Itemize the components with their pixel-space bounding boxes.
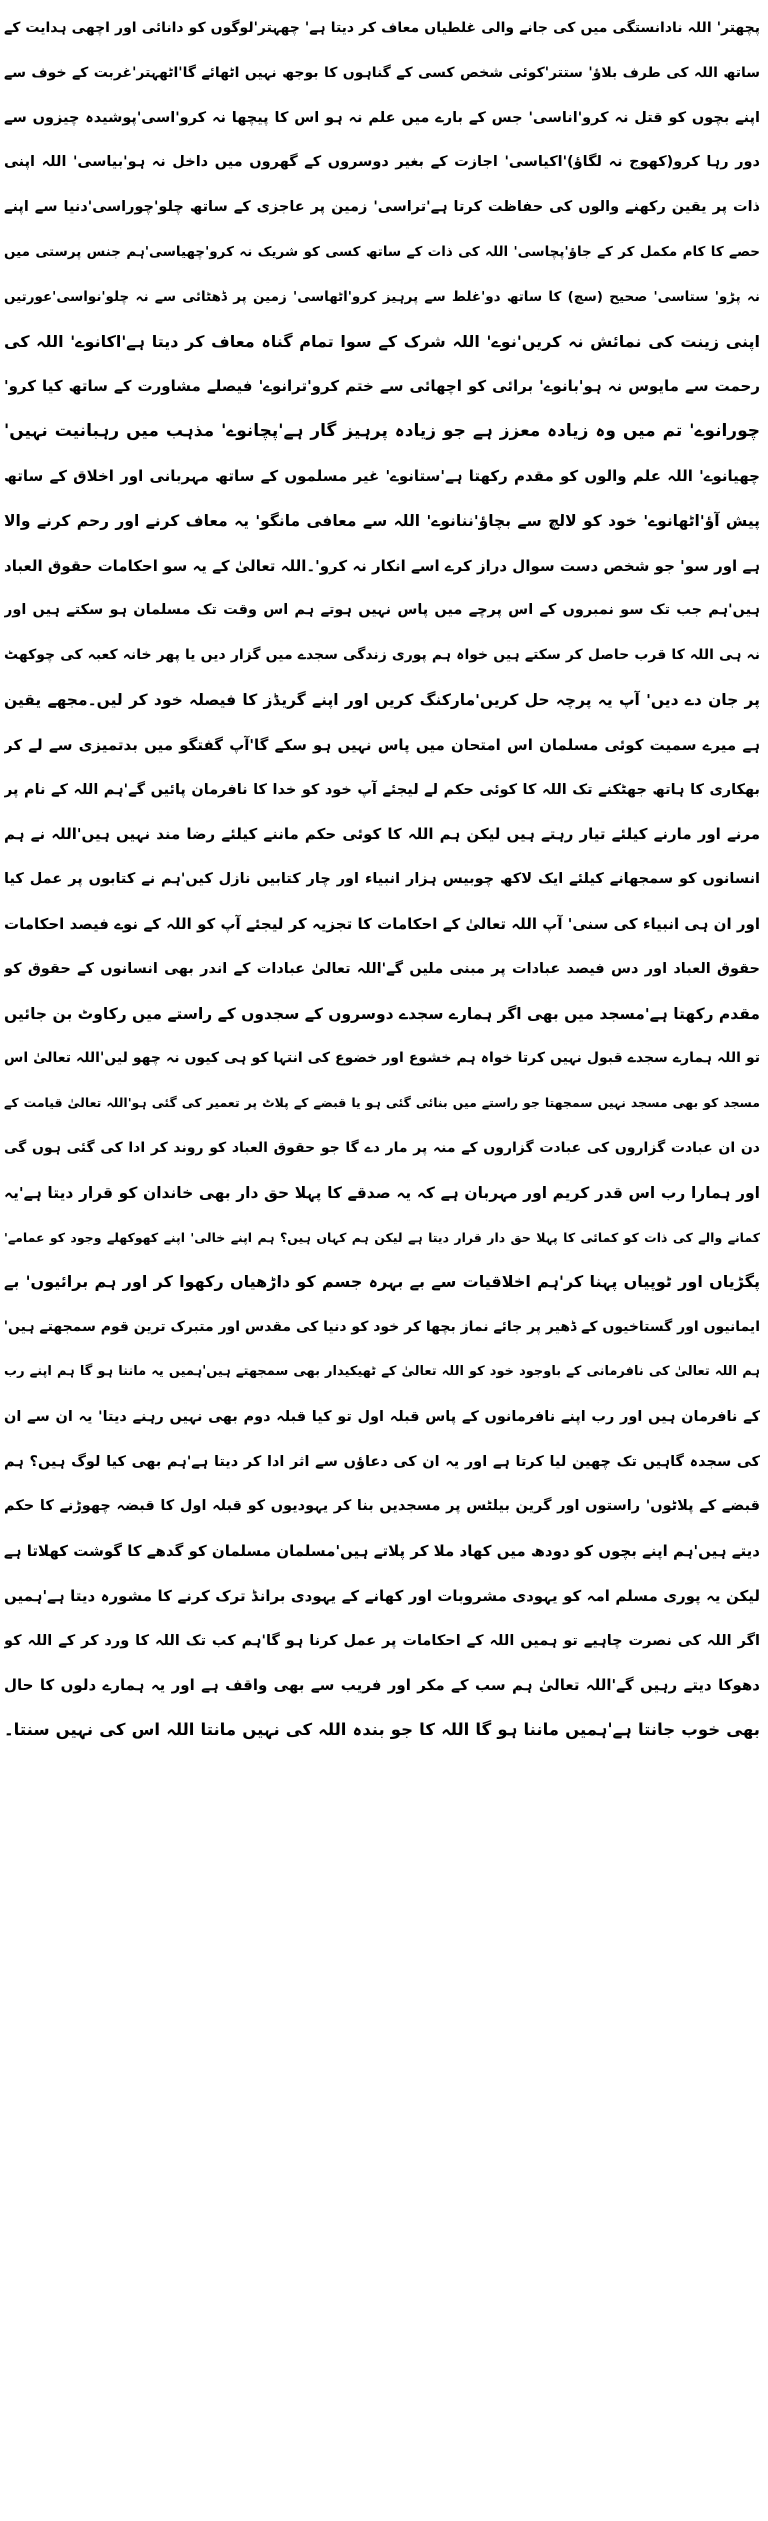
article-line: چورانوے' تم میں وہ زیادہ معزز ہے جو زیادہ پرہیز گار ہے'پچانوے' مذہب میں رہبانیت نہیں'	[4, 421, 760, 442]
article-line: حصے کا کام مکمل کر کے جاؤ'پچاسی' اللہ کی ذات کے ساتھ کسی کو شریک نہ کرو'چھیاسی'ہم جنس پرستی میں	[4, 243, 760, 260]
article-line: اور ہمارا رب اس قدر کریم اور مہربان ہے کہ یہ صدقے کا پہلا حق دار بھی خاندان کو قرار دیتا ہے'یہ	[4, 1183, 760, 1202]
article-line: کے نافرمان ہیں اور رب اپنے نافرمانوں کے پاس قبلہ اول تو کیا قبلہ دوم بھی نہیں رہنے دیتا' یہ ان سے ان	[4, 1408, 760, 1425]
article-line: ہم اللہ تعالیٰ کی نافرمانی کے باوجود خود کو اللہ تعالیٰ کے ٹھیکیدار بھی سمجھتے ہیں'ہمیں یہ ماننا ہو گا ہم اپنے رب	[4, 1363, 760, 1379]
article-line: رحمت سے مایوس نہ ہو'بانوے' برائی کو اچھائی سے ختم کرو'ترانوے' فیصلے مشاورت کے ساتھ کیا کرو'	[4, 377, 760, 396]
urdu-article-body	[0, 6, 768, 2515]
article-line: دن ان عبادت گزاروں کی عبادت گزاروں کے منہ پر مار دے گا جو حقوق العباد کو روند کر ادا کی گئی ہوں گی	[4, 1139, 760, 1156]
article-line: اور ان ہی انبیاء کی سنی' آپ اللہ تعالیٰ کے احکامات کا تجزیہ کر لیجئے آپ کو اللہ کے نوے فیصد احکامات	[4, 914, 760, 933]
article-line: چھیانوے' اللہ علم والوں کو مقدم رکھتا ہے'ستانوے' غیر مسلموں کے ساتھ مہربانی اور اخلاق کے ساتھ	[4, 466, 760, 485]
article-line: دور رہا کرو(کھوج نہ لگاؤ)'اکیاسی' اجازت کے بغیر دوسروں کے گھروں میں داخل نہ ہو'بیاسی' اللہ اپنی	[4, 154, 760, 171]
article-line: بھی خوب جانتا ہے'ہمیں ماننا ہو گا اللہ کا جو بندہ اللہ کی نہیں مانتا اللہ اس کی نہیں سنتا۔	[4, 1720, 760, 1740]
article-line: کمانے والے کی ذات کو کمائی کا پہلا حق دار قرار دیتا ہے لیکن ہم کہاں ہیں؟ ہم اپنے خالی' اپنے کھوکھلے وجود کو عمامے'	[4, 1229, 760, 1245]
article-line: اپنی زینت کی نمائش نہ کریں'نوے' اللہ شرک کے سوا تمام گناہ معاف کر دیتا ہے'اکانوے' اللہ کی	[4, 331, 760, 351]
article-line: ہے میرے سمیت کوئی مسلمان اس امتحان میں پاس نہیں ہو سکے گا'آپ گفتگو میں بدتمیزی سے لے کر	[4, 735, 760, 754]
article-line: ایمانیوں اور گستاخیوں کے ڈھیر پر جائے نماز بچھا کر خود کو دنیا کی مقدس اور متبرک ترین قوم سمجھتے ہیں'	[4, 1319, 760, 1336]
article-line: تو اللہ ہمارے سجدے قبول نہیں کرتا خواہ ہم خشوع اور خضوع کی انتہا کو ہی کیوں نہ چھو لیں'اللہ تعالیٰ اس	[4, 1050, 760, 1067]
article-line: ہیں'ہم جب تک سو نمبروں کے اس پرچے میں پاس نہیں ہوتے ہم اس وقت تک مسلمان ہو سکتے ہیں اور	[4, 602, 760, 619]
article-line: کی سجدہ گاہیں تک چھین لیا کرتا ہے اور یہ ان کی دعاؤں سے اثر ادا کر دیتا ہے'ہم بھی کیا لوگ ہیں؟ ہم	[4, 1453, 760, 1470]
article-line: اپنے بچوں کو قتل نہ کرو'اناسی' جس کے بارے میں علم نہ ہو اس کا پیچھا نہ کرو'اسی'پوشیدہ چیزوں سے	[4, 109, 760, 126]
article-line: ذات پر یقین رکھنے والوں کی حفاظت کرتا ہے'تراسی' زمین پر عاجزی کے ساتھ چلو'چوراسی'دنیا سے اپنے	[4, 199, 760, 216]
article-line: مسجد کو بھی مسجد نہیں سمجھتا جو راستے میں بنائی گئی ہو یا قبضے کے پلاٹ پر تعمیر کی گئی ہو'اللہ تعالیٰ قیامت کے	[4, 1095, 760, 1111]
article-line: دیتے ہیں'ہم اپنے بچوں کو دودھ میں کھاد ملا کر پلاتے ہیں'مسلمان مسلمان کو گدھے کا گوشت کھلاتا ہے	[4, 1542, 760, 1561]
article-line: اگر اللہ کی نصرت چاہیے تو ہمیں اللہ کے احکامات پر عمل کرنا ہو گا'ہم کب تک اللہ کا ورد کر کے اللہ کو	[4, 1632, 760, 1649]
article-line: مقدم رکھتا ہے'مسجد میں بھی اگر ہمارے سجدے دوسروں کے سجدوں کے راستے میں رکاوٹ بن جائیں	[4, 1004, 760, 1023]
article-line: قبضے کے پلاٹوں' راستوں اور گرین بیلٹس پر مسجدیں بنا کر یہودیوں کو قبلہ اول کا قبضہ چھوڑنے کا حکم	[4, 1498, 760, 1515]
article-line: پر جان دے دیں' آپ یہ پرچہ حل کریں'مارکنگ کریں اور اپنے گریڈز کا فیصلہ خود کر لیں۔مجھے یقین	[4, 690, 760, 709]
article-line: ہے اور سو' جو شخص دست سوال دراز کرے اسے انکار نہ کرو'۔اللہ تعالیٰ کے یہ سو احکامات حقوق العباد	[4, 556, 760, 575]
article-line: پچھتر' اللہ نادانستگی میں کی جانے والی غلطیاں معاف کر دیتا ہے' چھہتر'لوگوں کو دانائی اور اچھی ہدایت کے	[4, 20, 760, 36]
article-line	[4, 1753, 760, 1798]
article-line: انسانوں کو سمجھانے کیلئے ایک لاکھ چوبیس ہزار انبیاء اور چار کتابیں نازل کیں'ہم نے کتابوں پر عمل کیا	[4, 871, 760, 888]
article-line: مرنے اور مارنے کیلئے تیار رہتے ہیں لیکن ہم اللہ کا کوئی حکم ماننے کیلئے رضا مند نہیں ہیں'اللہ نے ہم	[4, 825, 760, 844]
article-line: پگڑیاں اور ٹوپیاں پہنا کر'ہم اخلاقیات سے بے بہرہ جسم کو داڑھیاں رکھوا کر اور ہم برائیوں' بے	[4, 1272, 760, 1292]
article-line: حقوق العباد اور دس فیصد عبادات پر مبنی ملیں گے'اللہ تعالیٰ عبادات کے اندر بھی انسانوں کے حقوق کو	[4, 960, 760, 977]
article-line: بھکاری کا ہاتھ جھٹکنے تک اللہ کا کوئی حکم لے لیجئے آپ خود کو خدا کا نافرمان پائیں گے'ہم اللہ کے نام پر	[4, 781, 760, 798]
article-line: نہ ہی اللہ کا قرب حاصل کر سکتے ہیں خواہ ہم پوری زندگی سجدے میں گزار دیں یا پھر خانہ کعبہ کی چوکھٹ	[4, 647, 760, 664]
article-line: دھوکا دیتے رہیں گے'اللہ تعالیٰ ہم سب کے مکر اور فریب سے بھی واقف ہے اور یہ ہمارے دلوں کا حال	[4, 1676, 760, 1695]
article-line: ساتھ اللہ کی طرف بلاؤ' ستتر'کوئی شخص کسی کے گناہوں کا بوجھ نہیں اٹھائے گا'اٹھہتر'غربت کے خوف سے	[4, 64, 760, 81]
article-line: پیش آؤ'اٹھانوے' خود کو لالچ سے بچاؤ'ننانوے' اللہ سے معافی مانگو' یہ معاف کرنے اور رحم کرنے والا	[4, 511, 760, 530]
article-line: لیکن یہ پوری مسلم امہ کو یہودی مشروبات اور کھانے کے یہودی برانڈ ترک کرنے کا مشورہ دیتا ہے'ہمیں	[4, 1586, 760, 1605]
article-line: نہ پڑو' ستاسی' صحیح (سچ) کا ساتھ دو'غلط سے پرہیز کرو'اٹھاسی' زمین پر ڈھٹائی سے نہ چلو'نواسی'عورتیں	[4, 288, 760, 305]
